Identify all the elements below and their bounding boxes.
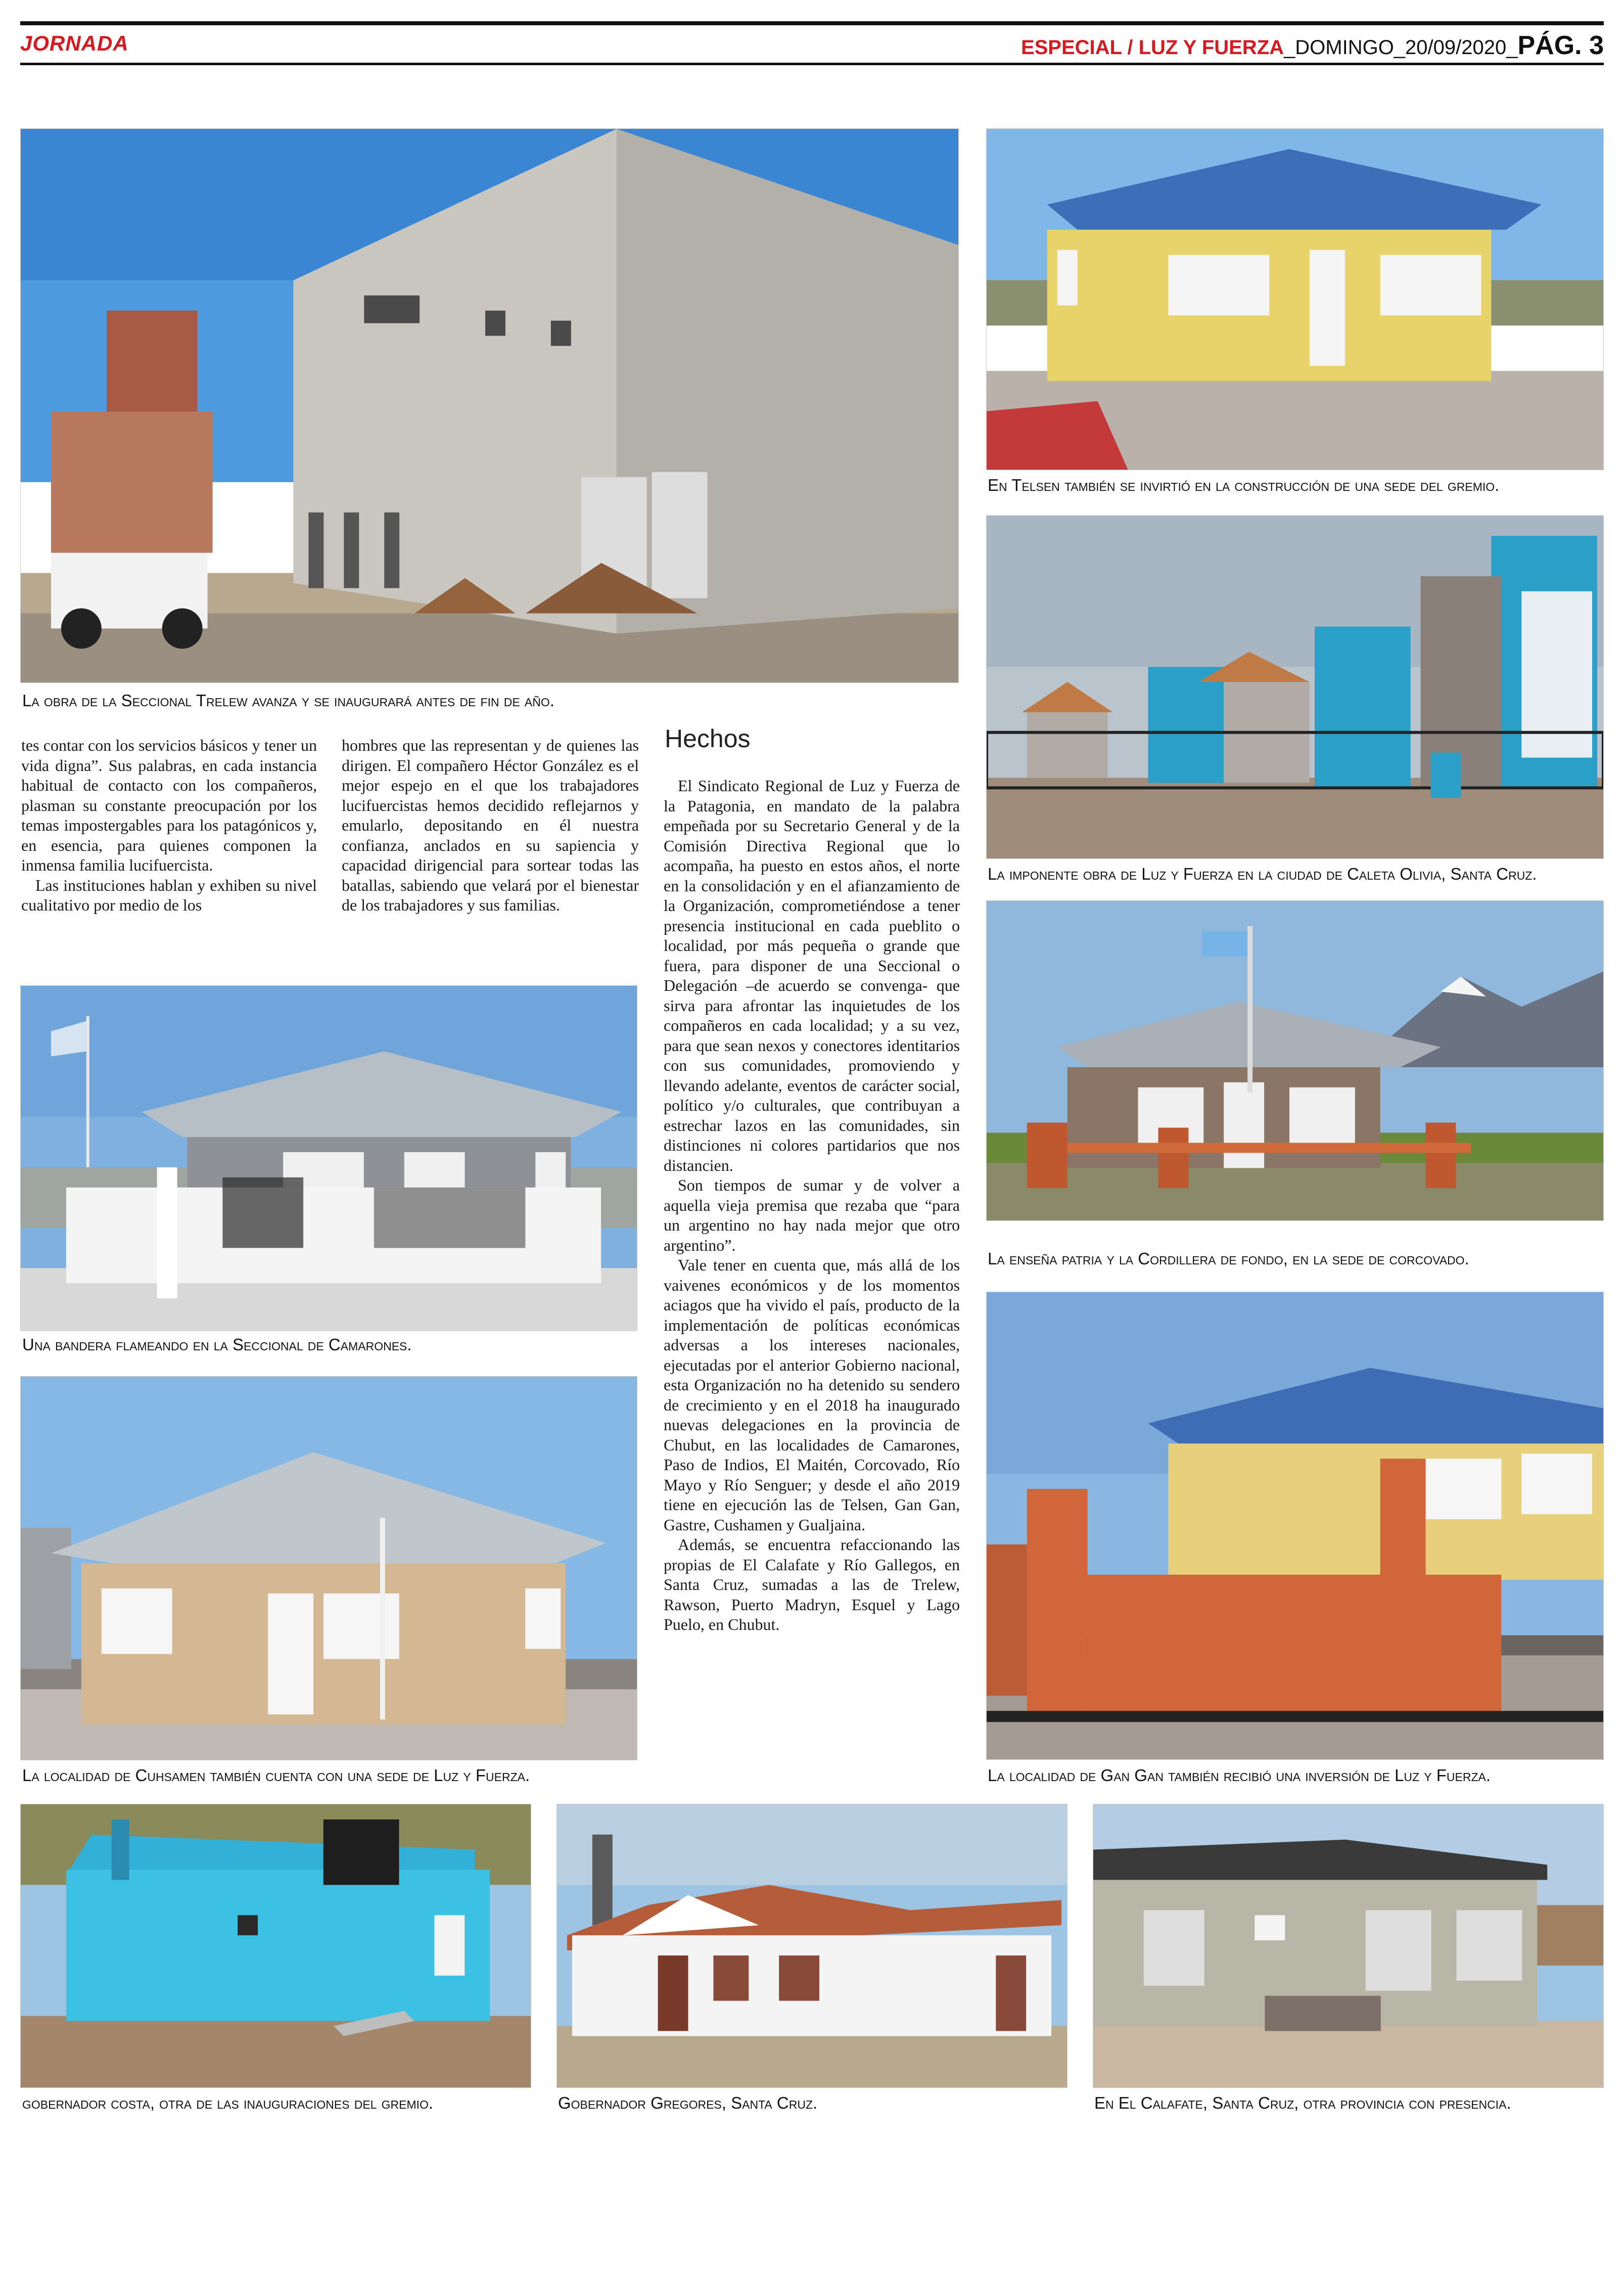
col2-paragraph-1: hombres que las representan y de quienes las dirigen. El compañero Héctor González es el mejor espejo en el que los trabajadores lucifuercistas hemos decidido reflejarnos y emularlo, depositando en él nuestra confianza, anclados en su sapiencia y capacidad dirigencial para sortear todas las batallas, sabiendo que velará por el bienestar de los trabajadores y sus familias.: [342, 736, 639, 914]
col3-paragraph-4: Además, se encuentra refaccionando las propias de El Calafate y Río Gallegos, en Santa Cruz, sumadas a las de Trelew, Rawson, Puerto Madryn, Esquel y Lago Puelo, en Chubut.: [664, 1535, 960, 1633]
gangan-photo: [986, 1292, 1604, 1760]
costa-caption: gobernador costa, otra de las inauguraciones del gremio.: [22, 2094, 434, 2112]
telsen-photo: [986, 128, 1604, 470]
construction-site-illustration: [21, 129, 958, 682]
col3-paragraph-1: El Sindicato Regional de Luz y Fuerza de la Patagonia, en mandato de la palabra empeñada por su Secretario General y de la Comisión Directiva Regional que lo acompaña, ha puesto en estos años, el norte en la consolidación y en el afianzamiento de la Organización, comprometiéndose a tener presencia institucional en cada pueblito o localidad, por más pequeña o grande que fuera, para disponer de una Seccional o Delegación –de acuerdo se convenga- que sirva para afrontar las inquietudes de los compañeros en cada localidad; y a su vez, para que sean nexos y conectores identitarios con sus comunidades, promoviendo y llevando adelante, eventos de carácter social, político y/o culturales, que contribuyan a estrechar lazos en las comunidades, sin distinciones ni colores partidarios que nos distancien.: [664, 777, 960, 1174]
cushamen-photo: [20, 1376, 637, 1760]
blue-building-illustration: [987, 516, 1603, 858]
col1-paragraph-1: tes contar con los servicios básicos y tener un vida digna”. Sus palabras, en cada instancia habitual de contacto con los compañeros, plasman su constante preocupación por los temas impostergables para los patagónicos y, en esencia, para quienes componen la inmensa familia lucifuercista.: [21, 736, 317, 874]
yellow-house-illustration: [987, 129, 1603, 470]
corcovado-photo: [986, 900, 1604, 1221]
publication-name: JORNADA: [20, 31, 129, 55]
cyan-building-illustration: [21, 1804, 531, 2087]
trelew-photo: [20, 128, 959, 683]
article-column-1: [21, 736, 317, 916]
col3-paragraph-3: Vale tener en cuenta que, más allá de los vaivenes económicos y de los momentos aciagos que ha vivido el país, producto de la implementación de políticas económicas adversas a los intereses nacionales, ejecutadas por el anterior Gobierno nacional, esta Organización no ha detenido su sendero de crecimiento y en el 2018 ha inaugurado nuevas delegaciones en la provincia de Chubut, en las localidades de Camarones, Paso de Indios, El Maitén, Corcovado, Río Mayo y Río Senguer; y desde el año 2019 tiene en ejecución las de Telsen, Gan Gan, Gastre, Cushamen y Gualjaina.: [664, 1256, 960, 1534]
camarones-caption: Una bandera flameando en la Seccional de Camarones.: [22, 1335, 412, 1354]
calafate-photo: [1093, 1804, 1604, 2088]
trelew-caption: La obra de la Seccional Trelew avanza y se inaugurará antes de fin de año.: [22, 691, 554, 710]
section-label: ESPECIAL / LUZ Y FUERZA: [1020, 36, 1284, 59]
camarones-photo: [20, 985, 637, 1331]
telsen-caption: En Telsen también se invirtió en la construcción de una sede del gremio.: [988, 476, 1500, 494]
col3-paragraph-2: Son tiempos de sumar y de volver a aquella vieja premisa que rezaba que “para un argentino no hay nada mejor que otro argentino”.: [664, 1176, 960, 1254]
article-column-2: [342, 736, 639, 916]
top-rule: [20, 21, 1604, 25]
page-number: PÁG. 3: [1517, 31, 1604, 60]
calafate-caption: En El Calafate, Santa Cruz, otra provincia con presencia.: [1094, 2094, 1511, 2112]
issue-date: _DOMINGO_20/09/2020_: [1284, 36, 1518, 59]
article-column-3: [664, 776, 960, 1635]
section-heading: Hechos: [665, 724, 751, 753]
gangan-caption: La localidad de Gan Gan también recibió una inversión de Luz y Fuerza.: [988, 1766, 1491, 1785]
yellow-house-brick-wall-illustration: [987, 1292, 1603, 1759]
col1-paragraph-2: Las instituciones hablan y exhiben su nivel cualitativo por medio de los: [21, 876, 317, 914]
section-info: [1021, 30, 1604, 61]
costa-photo: [20, 1804, 531, 2088]
white-house-illustration: [557, 1804, 1067, 2087]
beige-house-illustration: [21, 1377, 637, 1760]
caleta-photo: [986, 515, 1604, 859]
grey-siding-house-illustration: [1093, 1804, 1603, 2087]
masthead: [20, 28, 1604, 62]
grey-house-flag-illustration: [21, 986, 637, 1331]
brown-house-flag-illustration: [987, 901, 1603, 1220]
cushamen-caption: La localidad de Cuhsamen también cuenta con una sede de Luz y Fuerza.: [22, 1766, 530, 1785]
gregores-photo: [556, 1804, 1068, 2088]
header-rule: [20, 63, 1604, 65]
gregores-caption: Gobernador Gregores, Santa Cruz.: [558, 2094, 818, 2112]
corcovado-caption: La enseña patria y la Cordillera de fondo, en la sede de corcovado.: [988, 1249, 1469, 1268]
caleta-caption: La imponente obra de Luz y Fuerza en la ciudad de Caleta Olivia, Santa Cruz.: [988, 864, 1537, 883]
